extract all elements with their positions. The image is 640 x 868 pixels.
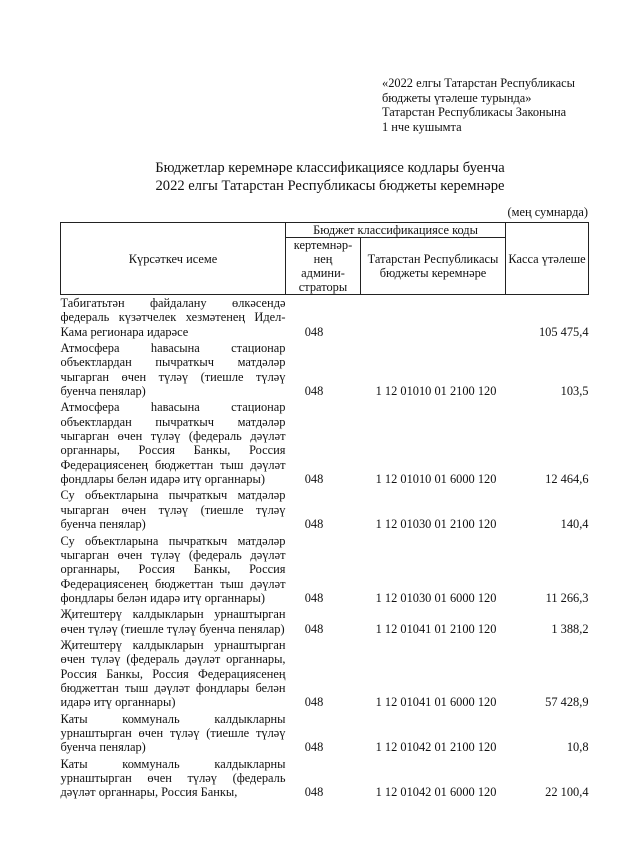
table-row bbox=[61, 487, 589, 532]
row-cash-execution: 57 428,9 bbox=[545, 695, 589, 710]
table-row bbox=[61, 533, 589, 607]
row-administrator-code: 048 bbox=[304, 517, 324, 532]
row-revenue-code: 1 12 01030 01 2100 120 bbox=[375, 517, 497, 532]
table-row bbox=[61, 399, 589, 487]
row-revenue-code: 1 12 01010 01 6000 120 bbox=[375, 472, 497, 487]
table-row bbox=[61, 637, 589, 711]
row-cash-execution: 22 100,4 bbox=[545, 785, 589, 800]
header-cash-execution: Касса үтәлеше bbox=[506, 223, 589, 295]
annex-line: бюджеты үтәлеше турында» bbox=[382, 90, 532, 105]
table-row bbox=[61, 756, 589, 801]
table-row bbox=[61, 295, 589, 341]
row-name: Табигатьтән файдалану өлкәсендә федераль күзәтчелек хезмәтенең Идел-Кама регионара идарәсе bbox=[60, 296, 286, 339]
header-administrator bbox=[286, 238, 361, 295]
table-row bbox=[61, 711, 589, 756]
header-indicator-name: Күрсәткеч исеме bbox=[61, 223, 286, 295]
row-cash-execution: 12 464,6 bbox=[545, 472, 589, 487]
row-revenue-code: 1 12 01041 01 2100 120 bbox=[375, 621, 497, 636]
row-cash-execution: 140,4 bbox=[560, 517, 589, 532]
row-name: Җитештерү калдыкларын урнаштырган өчен түләү (тиешле түләү буенча пенялар) bbox=[60, 607, 286, 636]
row-name: Су объектларына пычраткыч матдәләр чыгарган өчен түләү (федераль дәүләт органнары, Россия Банкы, Россия Федерациясенең бюджеттан тыш дәүләт фондлары белән идарә итү органнары) bbox=[60, 533, 286, 605]
header-classification-code: Бюджет классификациясе коды bbox=[286, 223, 506, 238]
row-administrator-code: 048 bbox=[304, 324, 324, 339]
row-revenue-code: 1 12 01030 01 6000 120 bbox=[375, 590, 497, 605]
row-name: Атмосфера һавасына стационар объектлардан пычраткыч матдәләр чыгарган өчен түләү (тиешле түләү буенча пенялар) bbox=[60, 341, 286, 399]
row-administrator-code: 048 bbox=[304, 472, 324, 487]
title-line: Бюджетлар керемнәре классификациясе кодлары буенча bbox=[155, 160, 505, 176]
row-cash-execution: 11 266,3 bbox=[545, 590, 589, 605]
row-administrator-code: 048 bbox=[304, 384, 324, 399]
header-revenue-code: Татарстан Республикасы бюджеты керемнәре bbox=[361, 238, 506, 295]
title-line: 2022 елгы Татарстан Республикасы бюджеты керемнәре bbox=[155, 177, 505, 194]
row-name: Атмосфера һавасына стационар объектлардан пычраткыч матдәләр чыгарган өчен түләү (федераль дәүләт органнары, Россия Банкы, Россия Федерациясенең бюджеттан тыш дәүләт фондлары белән идарә итү органнары) bbox=[60, 400, 286, 487]
annex-reference bbox=[382, 76, 575, 134]
document-title bbox=[0, 160, 640, 195]
row-cash-execution: 1 388,2 bbox=[551, 621, 589, 636]
header-administrator-text: кертемнәр- нең админи- страторы bbox=[293, 238, 353, 294]
row-cash-execution: 105 475,4 bbox=[538, 324, 589, 339]
row-name: Каты коммуналь калдыкларны урнаштырган өчен түләү (федераль дәүләт органнары, Россия Банкы, bbox=[60, 756, 286, 800]
table-row bbox=[61, 606, 589, 637]
annex-line: 1 нче кушымта bbox=[382, 119, 462, 134]
row-revenue-code: 1 12 01041 01 6000 120 bbox=[375, 695, 497, 710]
row-administrator-code: 048 bbox=[304, 695, 324, 710]
row-cash-execution: 103,5 bbox=[560, 384, 589, 399]
row-administrator-code: 048 bbox=[304, 621, 324, 636]
row-name: Каты коммуналь калдыкларны урнаштырган өчен түләү (тиешле түләү буенча пенялар) bbox=[60, 711, 286, 755]
row-administrator-code: 048 bbox=[304, 740, 324, 755]
row-name: Җитештерү калдыкларын урнаштырган өчен түләү (федераль дәүләт органнары, Россия Банкы, Россия Федерациясенең бюджеттан тыш дәүләт фондлары белән идарә итү органнары) bbox=[60, 637, 286, 710]
row-administrator-code: 048 bbox=[304, 590, 324, 605]
table-row bbox=[61, 340, 589, 399]
row-cash-execution: 10,8 bbox=[566, 740, 589, 755]
row-administrator-code: 048 bbox=[304, 785, 324, 800]
annex-line: «2022 елгы Татарстан Республикасы bbox=[382, 76, 575, 90]
row-revenue-code: 1 12 01042 01 2100 120 bbox=[375, 740, 497, 755]
annex-line: Татарстан Республикасы Законына bbox=[382, 105, 567, 120]
row-revenue-code: 1 12 01042 01 6000 120 bbox=[375, 785, 497, 800]
revenue-table bbox=[60, 222, 589, 801]
row-revenue-code bbox=[361, 295, 506, 341]
row-name: Су объектларына пычраткыч матдәләр чыгарган өчен түләү (тиешле түләү буенча пенялар) bbox=[60, 488, 286, 532]
units-note: (мең сумнарда) bbox=[507, 205, 588, 219]
row-revenue-code: 1 12 01010 01 2100 120 bbox=[375, 384, 497, 399]
